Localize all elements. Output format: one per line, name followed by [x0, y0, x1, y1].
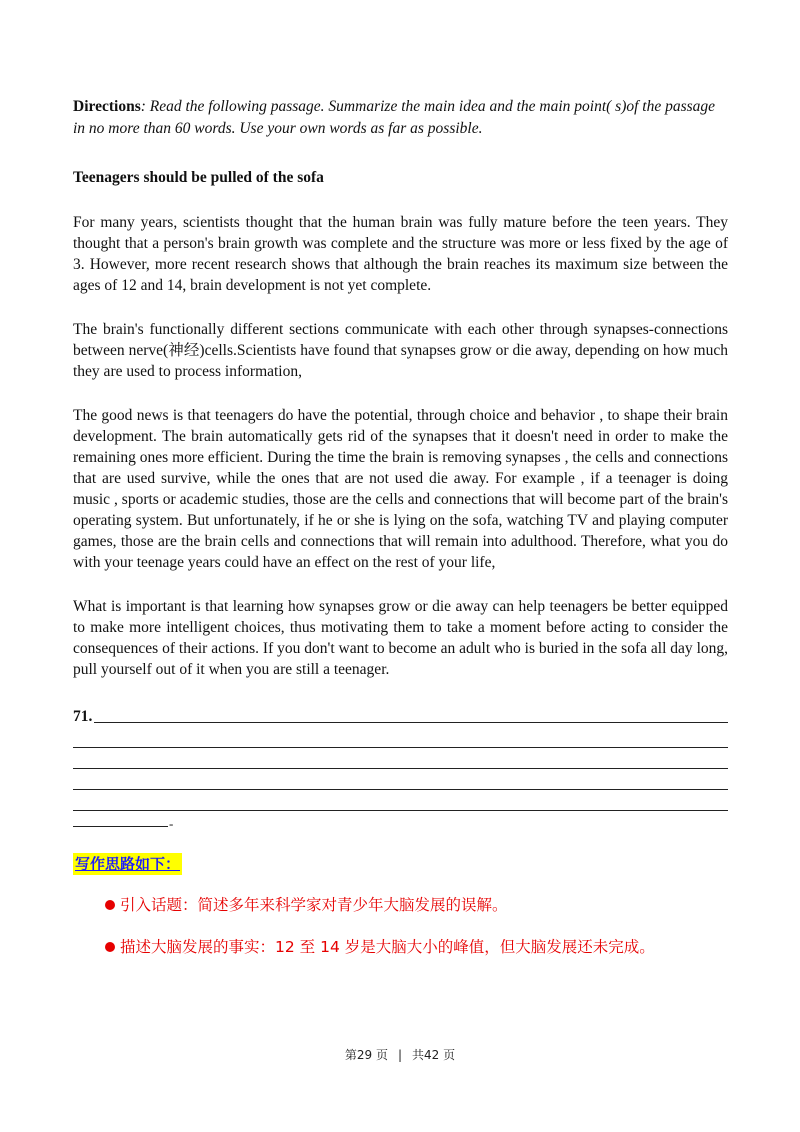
- footer-separator: |: [397, 1048, 403, 1062]
- directions-label: Directions: [73, 98, 141, 115]
- document-page: [73, 96, 728, 958]
- directions-text: : Read the following passage. Summarize the main idea and the main point( s)of the passage in no more than 60 words. Use your own words as far as possible.: [73, 98, 716, 137]
- page-number: 第29 页: [344, 1048, 388, 1062]
- page-footer: [0, 1046, 800, 1063]
- question-number: 71.: [73, 708, 93, 725]
- paragraph-3: The good news is that teenagers do have the potential, through choice and behavior , to shape their brain development. The brain automatically gets rid of the synapses that it doesn't need in order to make the remaining ones more efficient. During the time the brain is removing synapses , the cells and connections that are used survive, while the ones that are not used die away. For example , if a teenager is doing music , sports or academic studies, those are the cells and connections that will become part of the brain's operating system. But unfortunately, if he or she is lying on the sofa, watching TV and playing computer games, those are the brain cells and connections that will remain into adulthood. Therefore, what you do with your teenage years could have an effect on the rest of your life,: [73, 407, 728, 571]
- answer-line-3[interactable]: [73, 748, 728, 769]
- paragraph-4: What is important is that learning how synapses grow or die away can help teenagers be better equipped to make more intelligent choices, thus motivating them to take a moment before acting to consider the consequences of their actions. If you don't want to become an adult who is buried in the sofa all day long, pull yourself out of it when you are still a teenager.: [73, 598, 728, 678]
- tip-text-1: 引入话题：简述多年来科学家对青少年大脑发展的误解。: [120, 896, 508, 914]
- answer-line-4[interactable]: [73, 769, 728, 790]
- bullet-dot-icon: [105, 942, 115, 952]
- answer-area[interactable]: [73, 707, 728, 831]
- answer-line-6[interactable]: [73, 811, 728, 831]
- paragraph-2: The brain's functionally different sections communicate with each other through synapses-connections between nerve(神经)cells.Scientists have found that synapses grow or die away, depending on how much they are used to process information,: [73, 321, 728, 380]
- answer-line-5[interactable]: [73, 790, 728, 811]
- directions: [73, 96, 728, 140]
- answer-end-mark: -: [169, 816, 174, 831]
- tip-text-2: 描述大脑发展的事实：12 至 14 岁是大脑大小的峰值，但大脑发展还未完成。: [120, 938, 655, 956]
- bullet-dot-icon: [105, 900, 115, 910]
- tip-bullet-2: [73, 936, 728, 958]
- passage-title: Teenagers should be pulled of the sofa: [73, 169, 324, 186]
- answer-line-1[interactable]: [73, 707, 728, 727]
- page-total: 共42 页: [412, 1048, 456, 1062]
- writing-tips-heading: 写作思路如下：: [75, 855, 181, 873]
- tip-bullet-1: [73, 894, 728, 916]
- answer-line-2[interactable]: [73, 727, 728, 748]
- paragraph-1: For many years, scientists thought that the human brain was fully mature before the teen years. They thought that a person's brain growth was complete and the structure was more or less fixed by the age of 3. However, more recent research shows that although the brain reaches its maximum size between the ages of 12 and 14, brain development is not yet complete.: [73, 214, 728, 294]
